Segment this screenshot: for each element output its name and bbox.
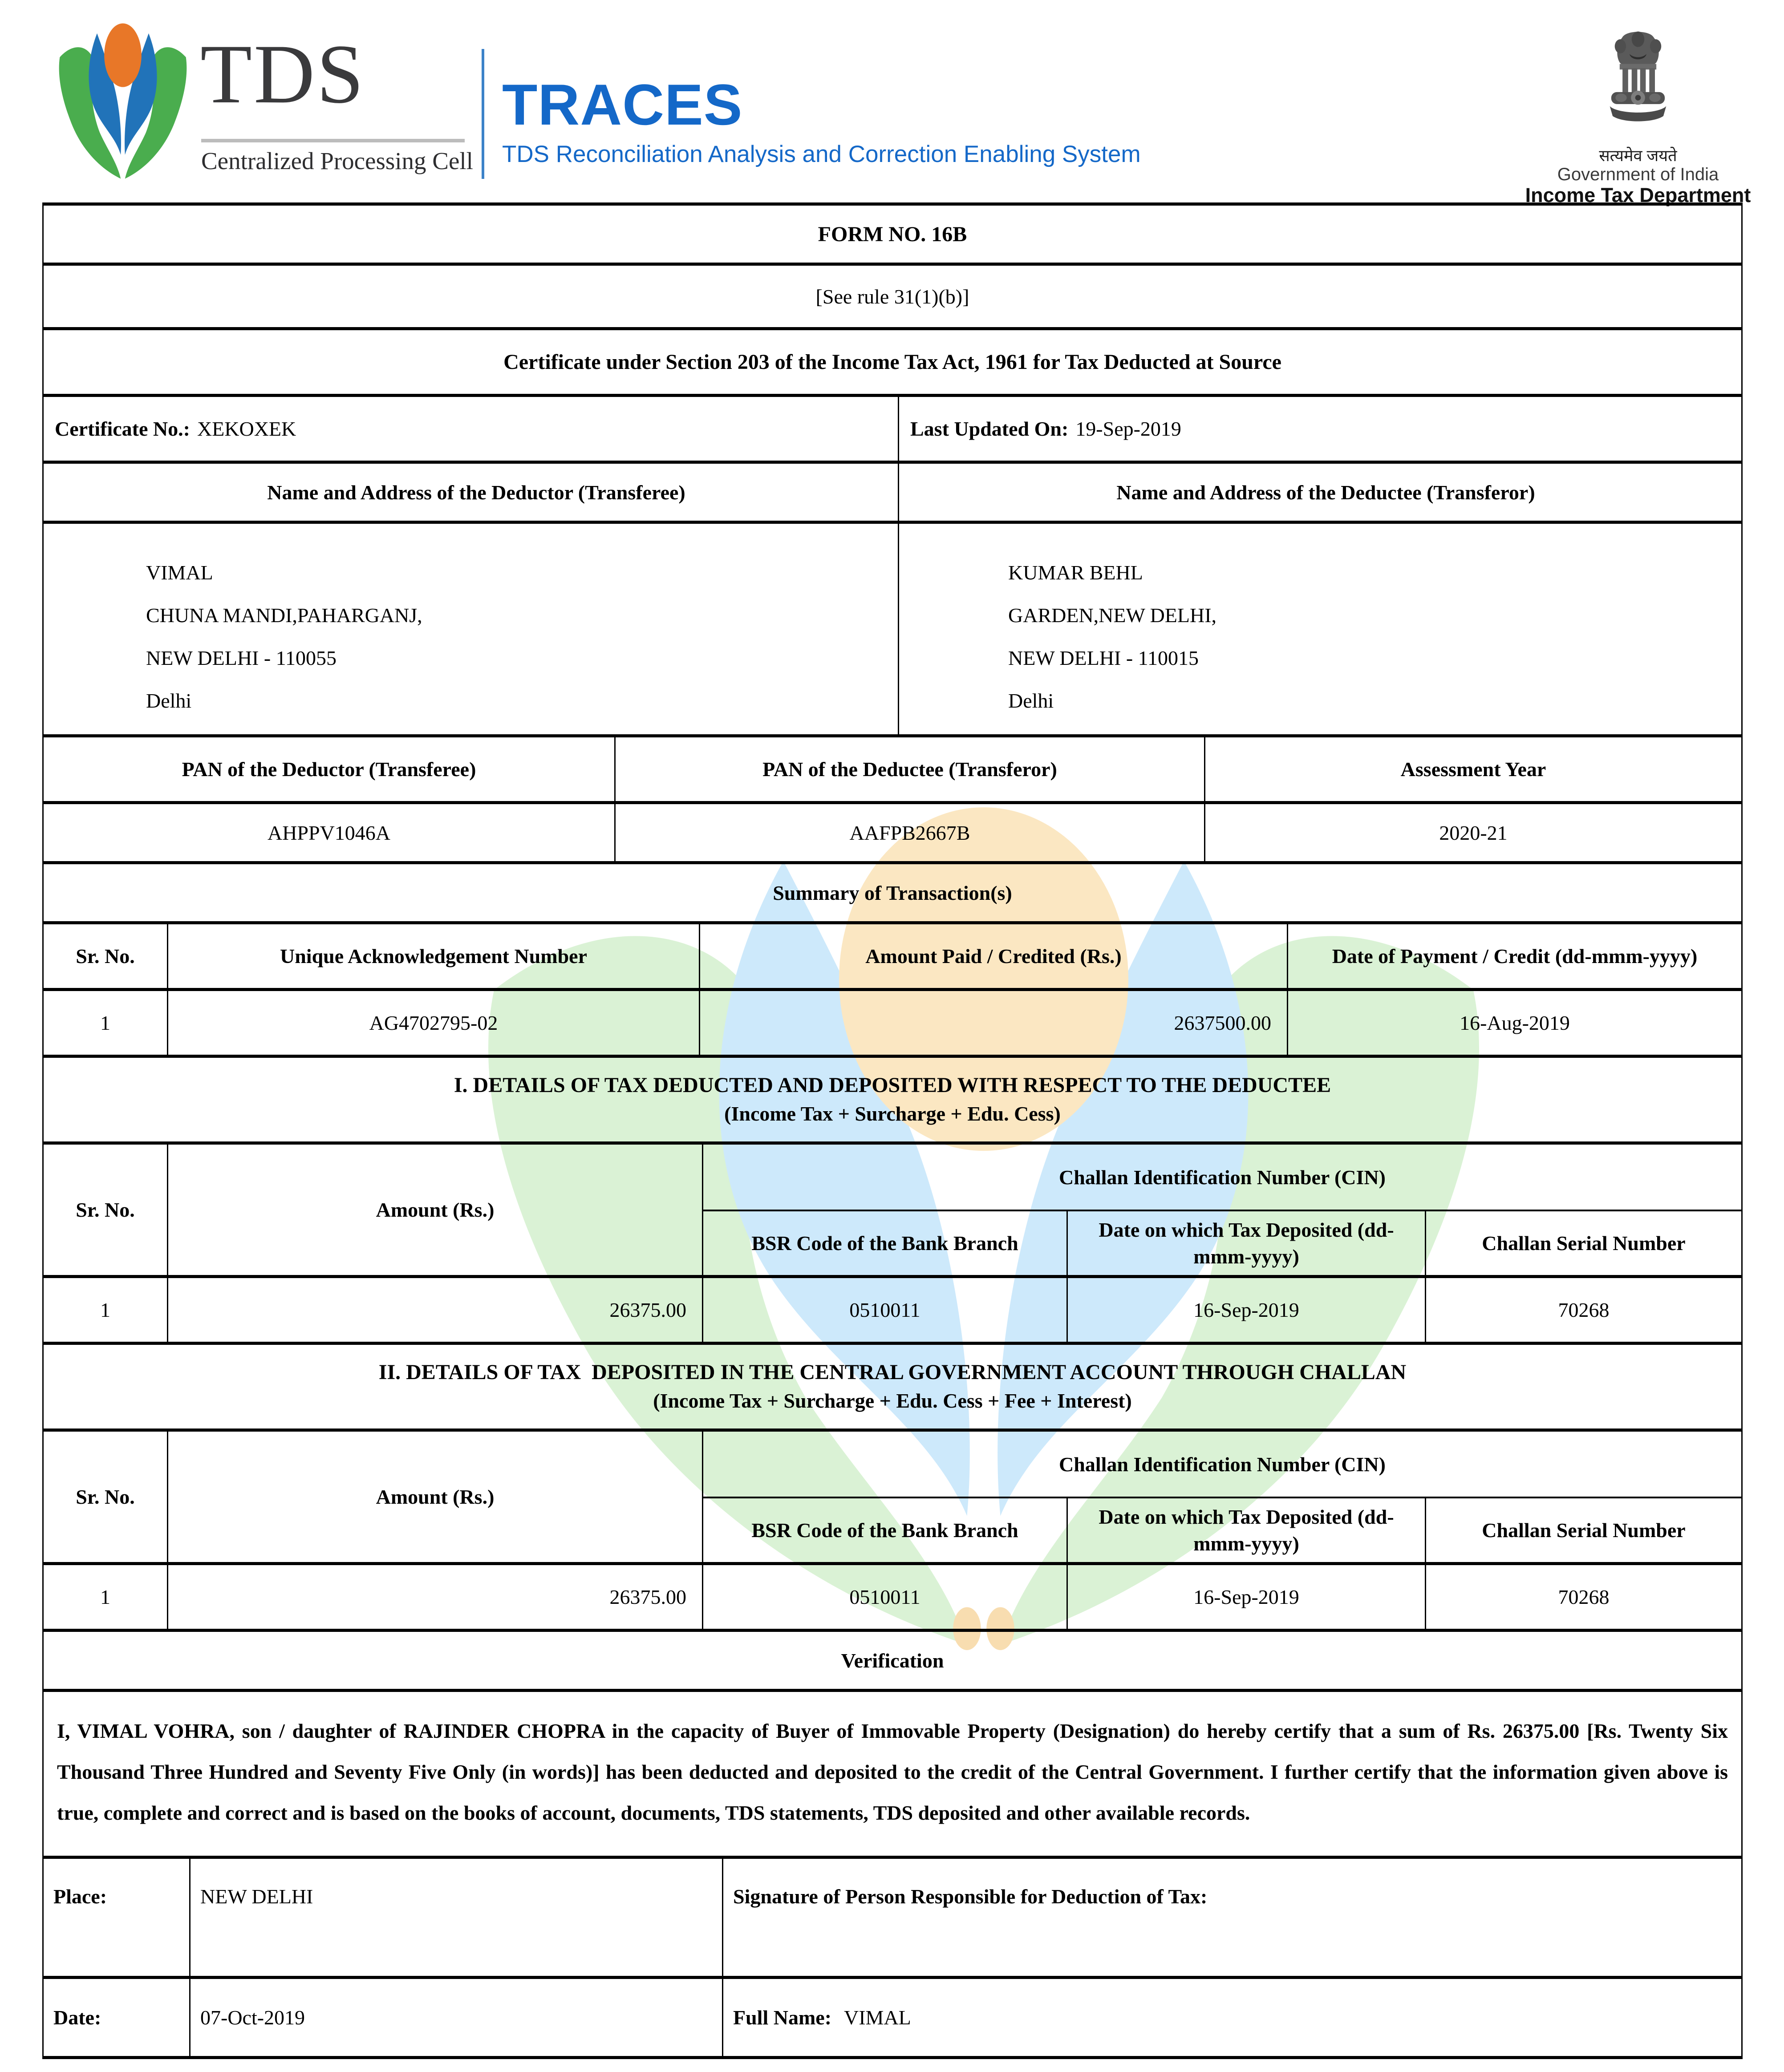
deductee-pan-value: AAFPB2667B: [616, 804, 1205, 861]
section2-col-challan: Challan Serial Number: [1482, 1519, 1686, 1542]
section2-col-amount: Amount (Rs.): [168, 1432, 703, 1562]
section1-col-amount: Amount (Rs.): [168, 1145, 703, 1275]
assessment-year-value: 2020-21: [1439, 821, 1508, 844]
section1-amount-value: 26375.00: [168, 1278, 703, 1342]
date-row: [44, 1976, 1741, 2056]
deductee-state: Delhi: [1008, 689, 1054, 712]
deductor-address: [44, 524, 899, 734]
verification-text: I, VIMAL VOHRA, son / daughter of RAJINDER CHOPRA in the capacity of Buyer of Immovable Property (Designation) do hereby certify that a sum of Rs. 26375.00 [Rs. Twenty Six Thousand Three Hundred and Seventy Five Only (in words)] has been deducted and deposited to the credit of the Central Government. I further certify that the information given above is true, complete and correct and is based on the books of account, documents, TDS statements, TDS deposited and other available records.: [57, 1720, 1728, 1824]
deductor-pan-label: PAN of the Deductor (Transferee): [44, 737, 616, 801]
section2-col-deposit-date: Date on which Tax Deposited (dd-mmm-yyyy): [1068, 1498, 1426, 1562]
verification-title-row: [44, 1629, 1741, 1689]
section1-title-row: [44, 1055, 1741, 1141]
section2-data-row: [44, 1562, 1741, 1629]
section2-cin-subheader: [703, 1498, 1741, 1562]
emblem-motto: सत्यमेव जयते: [1599, 146, 1677, 165]
section2-title-row: [44, 1342, 1741, 1429]
deductor-state: Delhi: [146, 689, 192, 712]
government-of-india-label: Government of India: [1557, 165, 1719, 184]
traces-logo-text: TRACES: [502, 72, 743, 137]
section1-cin-heading: Challan Identification Number (CIN): [703, 1145, 1741, 1211]
govt-emblem-block: [1522, 13, 1754, 206]
place-label: Place:: [44, 1859, 191, 1976]
place-value: NEW DELHI: [191, 1859, 723, 1976]
deductor-pan-value: AHPPV1046A: [44, 804, 616, 861]
summary-sr-value: 1: [44, 991, 168, 1055]
tds-caption: Centralized Processing Cell: [201, 147, 473, 174]
section2-header-row: [44, 1429, 1741, 1562]
section1-deposit-date-value: 16-Sep-2019: [1068, 1278, 1426, 1342]
deductee-pan-label: PAN of the Deductee (Transferor): [616, 737, 1205, 801]
certificate-heading-row: [44, 327, 1741, 394]
section2-challan-value: 70268: [1558, 1586, 1610, 1608]
summary-date-value: 16-Aug-2019: [1460, 1012, 1570, 1034]
section1-data-row: [44, 1275, 1741, 1342]
section2-col-bsr: BSR Code of the Bank Branch: [703, 1498, 1068, 1562]
certificate-heading: Certificate under Section 203 of the Income Tax Act, 1961 for Tax Deducted at Source: [503, 350, 1281, 374]
certificate-no-value: XEKOXEK: [197, 417, 296, 440]
summary-title: Summary of Transaction(s): [773, 881, 1012, 904]
certificate-no-row: [44, 394, 1741, 461]
deductee-heading: Name and Address of the Deductee (Transferor): [1116, 481, 1535, 504]
tds-divider-line: [201, 139, 465, 142]
last-updated-label: Last Updated On:: [910, 417, 1069, 440]
summary-header-row: [44, 921, 1741, 988]
deductee-name: KUMAR BEHL: [1008, 561, 1143, 584]
summary-col-amount: Amount Paid / Credited (Rs.): [700, 924, 1288, 988]
form-table: [42, 202, 1743, 2059]
tds-wordmark: TDS: [200, 28, 365, 121]
document-header: [0, 0, 1784, 206]
pan-value-row: [44, 801, 1741, 861]
summary-col-uan: Unique Acknowledgement Number: [168, 924, 700, 988]
section1-cin-subheader: [703, 1211, 1741, 1275]
place-row: [44, 1856, 1741, 1976]
section1-col-sr: Sr. No.: [44, 1145, 168, 1275]
section2-title: II. DETAILS OF TAX DEPOSITED IN THE CENTRAL GOVERNMENT ACCOUNT THROUGH CHALLAN: [378, 1360, 1407, 1384]
deductor-street: CHUNA MANDI,PAHARGANJ,: [146, 604, 422, 627]
address-row: [44, 521, 1741, 734]
tds-cpc-flower-icon: [51, 21, 195, 181]
rule-ref-row: [44, 263, 1741, 327]
section1-header-row: [44, 1141, 1741, 1275]
assessment-year-label: Assessment Year: [1400, 758, 1546, 781]
form-title-row: [44, 202, 1741, 263]
header-separator-line: [482, 49, 484, 179]
full-name-value: VIMAL: [844, 2006, 911, 2029]
section2-sr-value: 1: [44, 1565, 168, 1629]
deductor-city: NEW DELHI - 110055: [146, 647, 337, 669]
summary-data-row: [44, 988, 1741, 1055]
deductee-city: NEW DELHI - 110015: [1008, 647, 1199, 669]
summary-amount-value: 2637500.00: [700, 991, 1288, 1055]
summary-title-row: [44, 861, 1741, 921]
signature-label: Signature of Person Responsible for Deduction of Tax:: [733, 1885, 1208, 1908]
section2-deposit-date-value: 16-Sep-2019: [1068, 1565, 1426, 1629]
address-heading-row: [44, 461, 1741, 521]
summary-col-sr: Sr. No.: [44, 924, 168, 988]
summary-col-date: Date of Payment / Credit (dd-mmm-yyyy): [1332, 945, 1698, 967]
income-tax-department-label: Income Tax Department: [1525, 184, 1751, 206]
section1-cin-block: [703, 1145, 1741, 1275]
deductor-heading: Name and Address of the Deductor (Transferee): [44, 464, 899, 521]
last-updated-value: 19-Sep-2019: [1075, 417, 1181, 440]
full-name-label: Full Name:: [733, 2006, 832, 2029]
deductee-address: [899, 524, 1741, 734]
section1-bsr-value: 0510011: [703, 1278, 1068, 1342]
section1-challan-value: 70268: [1558, 1299, 1610, 1321]
section1-col-bsr: BSR Code of the Bank Branch: [703, 1211, 1068, 1275]
traces-caption: TDS Reconciliation Analysis and Correction Enabling System: [502, 141, 1141, 167]
rule-ref: [See rule 31(1)(b)]: [815, 285, 969, 308]
certificate-no-label: Certificate No.:: [55, 417, 190, 440]
section2-bsr-value: 0510011: [703, 1565, 1068, 1629]
form-title: FORM NO. 16B: [818, 222, 967, 246]
section2-subtitle: (Income Tax + Surcharge + Edu. Cess + Fee + Interest): [653, 1389, 1132, 1412]
section1-subtitle: (Income Tax + Surcharge + Edu. Cess): [724, 1102, 1061, 1125]
section2-col-sr: Sr. No.: [44, 1432, 168, 1562]
section2-cin-heading: Challan Identification Number (CIN): [703, 1432, 1741, 1498]
certificate-no-cell: [44, 397, 899, 461]
section2-amount-value: 26375.00: [168, 1565, 703, 1629]
deductee-street: GARDEN,NEW DELHI,: [1008, 604, 1217, 627]
deductor-name: VIMAL: [146, 561, 213, 584]
verification-title: Verification: [841, 1649, 944, 1672]
last-updated-cell: [899, 397, 1741, 461]
section1-title: I. DETAILS OF TAX DEDUCTED AND DEPOSITED WITH RESPECT TO THE DEDUCTEE: [454, 1073, 1331, 1097]
full-name-cell: [723, 1979, 1741, 2056]
date-value: 07-Oct-2019: [191, 1979, 723, 2056]
summary-uan-value: AG4702795-02: [168, 991, 700, 1055]
date-label: Date:: [44, 1979, 191, 2056]
section1-col-challan: Challan Serial Number: [1482, 1232, 1686, 1255]
section1-col-deposit-date: Date on which Tax Deposited (dd-mmm-yyyy): [1068, 1211, 1426, 1275]
pan-heading-row: [44, 734, 1741, 801]
section2-cin-block: [703, 1432, 1741, 1562]
section1-sr-value: 1: [44, 1278, 168, 1342]
verification-paragraph-row: [44, 1689, 1741, 1856]
govt-emblem-icon: [1596, 13, 1680, 147]
